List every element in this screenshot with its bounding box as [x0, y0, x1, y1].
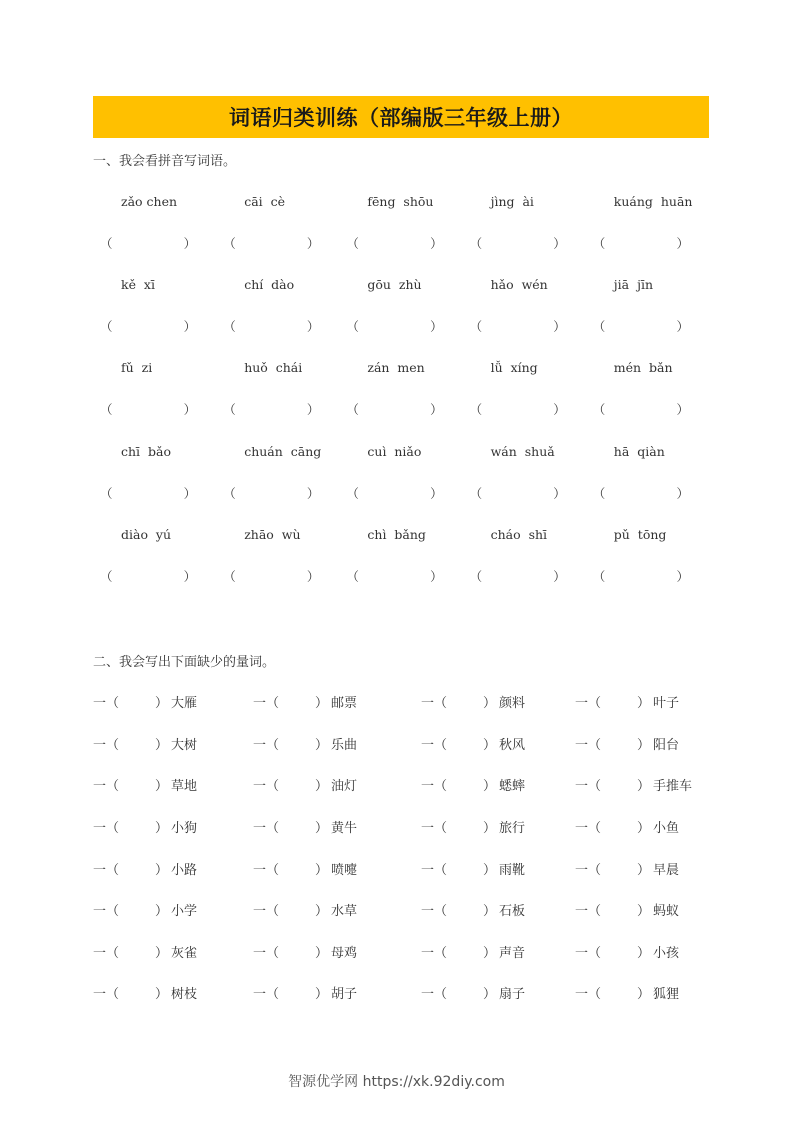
- pinyin-row: [93, 444, 709, 459]
- bracket-close: ）: [637, 821, 651, 836]
- answer-blank[interactable]: [339, 567, 462, 585]
- bracket-close: ）: [183, 569, 197, 584]
- measure-word-blank[interactable]: 一（: [421, 904, 448, 919]
- bracket-open: （: [592, 486, 606, 501]
- bracket-open: （: [469, 319, 483, 334]
- footer-watermark: 智源优学网 https://xk.92diy.com: [288, 1074, 505, 1090]
- noun-label: 大树: [171, 738, 198, 753]
- pinyin-text: chí dào: [244, 277, 295, 292]
- measure-word-blank[interactable]: 一（: [421, 987, 448, 1002]
- bracket-close: ）: [483, 779, 497, 794]
- bracket-close: ）: [306, 319, 320, 334]
- bracket-close: ）: [676, 236, 689, 251]
- measure-word-blank[interactable]: 一（: [253, 821, 280, 836]
- bracket-open: （: [100, 569, 113, 584]
- bracket-close: ）: [306, 569, 320, 584]
- bracket-close: ）: [183, 319, 197, 334]
- measure-word-blank[interactable]: 一（: [93, 987, 120, 1002]
- bracket-open: （: [592, 319, 606, 334]
- noun-label: 母鸡: [331, 946, 358, 961]
- answer-blank[interactable]: [93, 317, 216, 335]
- noun-label: 油灯: [331, 779, 358, 794]
- answer-row: [93, 317, 709, 335]
- bracket-close: ）: [315, 987, 329, 1002]
- pinyin-row: [93, 527, 709, 542]
- noun-label: 小孩: [653, 946, 680, 961]
- answer-row: [93, 567, 709, 585]
- bracket-close: ）: [315, 738, 329, 753]
- bracket-close: ）: [637, 696, 651, 711]
- bracket-open: （: [223, 319, 236, 334]
- bracket-close: ）: [553, 236, 566, 251]
- measure-word-blank[interactable]: 一（: [253, 987, 280, 1002]
- bracket-open: （: [346, 319, 359, 334]
- answer-blank[interactable]: [463, 317, 586, 335]
- pinyin-text: huǒ chái: [244, 360, 303, 375]
- measure-word-blank[interactable]: 一（: [93, 696, 120, 711]
- answer-blank[interactable]: [339, 400, 462, 418]
- measure-word-blank[interactable]: 一（: [93, 821, 120, 836]
- noun-label: 胡子: [331, 987, 358, 1002]
- measure-word-blank[interactable]: 一（: [575, 987, 602, 1002]
- section1-heading: 一、我会看拼音写词语。: [93, 154, 237, 169]
- measure-word-blank[interactable]: 一（: [575, 904, 602, 919]
- noun-label: 扇子: [499, 987, 526, 1002]
- noun-label: 乐曲: [331, 738, 358, 753]
- answer-blank[interactable]: [463, 484, 586, 502]
- bracket-close: ）: [315, 779, 329, 794]
- bracket-close: ）: [637, 863, 651, 878]
- measure-word-blank[interactable]: 一（: [253, 946, 280, 961]
- measure-word-blank[interactable]: 一（: [253, 779, 280, 794]
- pinyin-text: kě xī: [121, 277, 155, 292]
- bracket-open: （: [223, 486, 236, 501]
- bracket-open: （: [100, 319, 113, 334]
- pinyin-row: [93, 194, 709, 209]
- pinyin-text: zhāo wù: [244, 527, 301, 542]
- bracket-close: ）: [483, 821, 497, 836]
- noun-label: 大雁: [171, 696, 198, 711]
- measure-word-blank[interactable]: 一（: [93, 779, 120, 794]
- measure-word-blank[interactable]: 一（: [575, 779, 602, 794]
- bracket-close: ）: [430, 569, 443, 584]
- noun-label: 灰雀: [171, 946, 198, 961]
- noun-label: 早晨: [653, 863, 680, 878]
- bracket-open: （: [469, 236, 483, 251]
- measure-word-blank[interactable]: 一（: [421, 779, 448, 794]
- noun-label: 邮票: [331, 696, 358, 711]
- pinyin-text: diào yú: [121, 527, 172, 542]
- bracket-open: （: [346, 486, 359, 501]
- measure-word-blank[interactable]: 一（: [575, 738, 602, 753]
- bracket-open: （: [223, 236, 236, 251]
- measure-word-blank[interactable]: 一（: [253, 738, 280, 753]
- pinyin-text: wán shuǎ: [490, 444, 555, 459]
- answer-blank[interactable]: [586, 234, 709, 252]
- pinyin-text: jiā jīn: [613, 277, 653, 292]
- bracket-close: ）: [183, 486, 197, 501]
- noun-label: 石板: [499, 904, 526, 919]
- bracket-close: ）: [155, 863, 169, 878]
- page-title: 词语归类训练（部编版三年级上册）: [229, 106, 573, 130]
- answer-row: [93, 484, 709, 502]
- measure-word-blank[interactable]: 一（: [253, 696, 280, 711]
- answer-blank[interactable]: [93, 484, 216, 502]
- pinyin-text: fǔ zi: [121, 360, 153, 375]
- answer-blank[interactable]: [463, 400, 586, 418]
- bracket-close: ）: [306, 486, 320, 501]
- pinyin-text: chī bǎo: [121, 444, 171, 459]
- bracket-close: ）: [676, 319, 689, 334]
- measure-word-blank[interactable]: 一（: [253, 863, 280, 878]
- noun-label: 阳台: [653, 738, 680, 753]
- answer-blank[interactable]: [216, 567, 339, 585]
- measure-word-blank[interactable]: 一（: [421, 821, 448, 836]
- bracket-close: ）: [553, 569, 566, 584]
- pinyin-text: gōu zhù: [367, 277, 422, 292]
- bracket-open: （: [346, 236, 359, 251]
- measure-word-blank[interactable]: 一（: [421, 946, 448, 961]
- noun-label: 小鱼: [653, 821, 680, 836]
- bracket-open: （: [469, 569, 483, 584]
- bracket-open: （: [100, 402, 113, 417]
- bracket-close: ）: [483, 946, 497, 961]
- answer-blank[interactable]: [339, 317, 462, 335]
- title-bar: [93, 96, 709, 138]
- bracket-open: （: [592, 569, 606, 584]
- bracket-close: ）: [483, 738, 497, 753]
- bracket-open: （: [592, 236, 606, 251]
- bracket-open: （: [469, 486, 483, 501]
- bracket-close: ）: [183, 236, 197, 251]
- pinyin-text: zǎo chen: [121, 194, 178, 209]
- pinyin-row: [93, 360, 709, 375]
- bracket-open: （: [469, 402, 483, 417]
- answer-blank[interactable]: [339, 234, 462, 252]
- measure-word-blank[interactable]: 一（: [575, 863, 602, 878]
- bracket-close: ）: [155, 987, 169, 1002]
- bracket-close: ）: [155, 946, 169, 961]
- noun-label: 喷嚏: [331, 863, 358, 878]
- noun-label: 小路: [171, 863, 198, 878]
- bracket-close: ）: [553, 486, 566, 501]
- bracket-close: ）: [306, 236, 320, 251]
- noun-label: 树枝: [171, 987, 198, 1002]
- bracket-open: （: [592, 402, 606, 417]
- bracket-open: （: [346, 402, 359, 417]
- bracket-close: ）: [155, 738, 169, 753]
- bracket-open: （: [346, 569, 359, 584]
- answer-blank[interactable]: [216, 317, 339, 335]
- bracket-close: ）: [315, 821, 329, 836]
- bracket-close: ）: [155, 696, 169, 711]
- answer-blank[interactable]: [93, 400, 216, 418]
- pinyin-text: hǎo wén: [490, 277, 548, 292]
- measure-word-blank[interactable]: 一（: [421, 863, 448, 878]
- answer-blank[interactable]: [339, 484, 462, 502]
- pinyin-text: fēng shōu: [367, 194, 434, 209]
- noun-label: 蟋蟀: [499, 779, 526, 794]
- answer-blank[interactable]: [463, 234, 586, 252]
- bracket-close: ）: [306, 402, 320, 417]
- pinyin-text: cāi cè: [244, 194, 285, 209]
- answer-row: [93, 400, 709, 418]
- bracket-close: ）: [430, 236, 443, 251]
- pinyin-text: jìng ài: [490, 194, 534, 209]
- bracket-close: ）: [553, 319, 566, 334]
- answer-blank[interactable]: [586, 567, 709, 585]
- bracket-close: ）: [676, 402, 689, 417]
- bracket-close: ）: [483, 904, 497, 919]
- noun-label: 蚂蚁: [653, 904, 680, 919]
- bracket-open: （: [223, 569, 236, 584]
- bracket-open: （: [223, 402, 236, 417]
- bracket-close: ）: [637, 946, 651, 961]
- pinyin-text: lǚ xíng: [490, 360, 538, 375]
- noun-label: 水草: [331, 904, 358, 919]
- bracket-close: ）: [676, 486, 689, 501]
- noun-label: 小狗: [171, 821, 198, 836]
- bracket-close: ）: [553, 402, 566, 417]
- bracket-close: ）: [430, 319, 443, 334]
- pinyin-text: hā qiàn: [613, 444, 665, 459]
- bracket-close: ）: [637, 738, 651, 753]
- bracket-close: ）: [676, 569, 689, 584]
- bracket-open: （: [100, 236, 113, 251]
- pinyin-text: mén bǎn: [613, 360, 673, 375]
- bracket-open: （: [100, 486, 113, 501]
- bracket-close: ）: [637, 779, 651, 794]
- noun-label: 颜料: [499, 696, 526, 711]
- noun-label: 草地: [171, 779, 198, 794]
- noun-label: 手推车: [653, 779, 693, 794]
- answer-blank[interactable]: [216, 234, 339, 252]
- bracket-close: ）: [637, 904, 651, 919]
- pinyin-text: pǔ tōng: [613, 527, 667, 542]
- noun-label: 秋风: [499, 738, 526, 753]
- measure-word-blank[interactable]: 一（: [575, 696, 602, 711]
- measure-word-blank[interactable]: 一（: [421, 738, 448, 753]
- bracket-close: ）: [483, 863, 497, 878]
- answer-blank[interactable]: [586, 484, 709, 502]
- noun-label: 叶子: [653, 696, 680, 711]
- answer-blank[interactable]: [216, 484, 339, 502]
- bracket-close: ）: [483, 987, 497, 1002]
- measure-word-blank[interactable]: 一（: [421, 696, 448, 711]
- answer-blank[interactable]: [93, 567, 216, 585]
- noun-label: 雨靴: [499, 863, 526, 878]
- measure-word-blank[interactable]: 一（: [575, 821, 602, 836]
- bracket-close: ）: [430, 486, 443, 501]
- measure-word-blank[interactable]: 一（: [93, 904, 120, 919]
- answer-blank[interactable]: [93, 234, 216, 252]
- section2-heading: 二、我会写出下面缺少的量词。: [93, 655, 276, 670]
- pinyin-text: zán men: [367, 360, 425, 375]
- bracket-close: ）: [155, 821, 169, 836]
- bracket-close: ）: [155, 904, 169, 919]
- measure-word-blank[interactable]: 一（: [253, 904, 280, 919]
- bracket-close: ）: [430, 402, 443, 417]
- pinyin-text: cháo shī: [490, 527, 548, 542]
- bracket-close: ）: [315, 696, 329, 711]
- measure-word-blank[interactable]: 一（: [93, 946, 120, 961]
- bracket-close: ）: [183, 402, 197, 417]
- bracket-close: ）: [155, 779, 169, 794]
- bracket-close: ）: [315, 904, 329, 919]
- answer-blank[interactable]: [586, 317, 709, 335]
- bracket-close: ）: [483, 696, 497, 711]
- answer-blank[interactable]: [216, 400, 339, 418]
- pinyin-text: chuán cāng: [244, 444, 322, 459]
- answer-blank[interactable]: [463, 567, 586, 585]
- noun-label: 小学: [171, 904, 198, 919]
- answer-blank[interactable]: [586, 400, 709, 418]
- bracket-close: ）: [315, 946, 329, 961]
- bracket-close: ）: [315, 863, 329, 878]
- noun-label: 黄牛: [331, 821, 358, 836]
- noun-label: 声音: [499, 946, 526, 961]
- pinyin-text: chì bǎng: [367, 527, 426, 542]
- answer-row: [93, 234, 709, 252]
- measure-word-blank[interactable]: 一（: [93, 863, 120, 878]
- measure-word-blank[interactable]: 一（: [93, 738, 120, 753]
- noun-label: 狐狸: [653, 987, 680, 1002]
- pinyin-row: [93, 277, 709, 292]
- bracket-close: ）: [637, 987, 651, 1002]
- noun-label: 旅行: [499, 821, 526, 836]
- pinyin-text: kuáng huān: [613, 194, 693, 209]
- measure-word-blank[interactable]: 一（: [575, 946, 602, 961]
- pinyin-text: cuì niǎo: [367, 444, 422, 459]
